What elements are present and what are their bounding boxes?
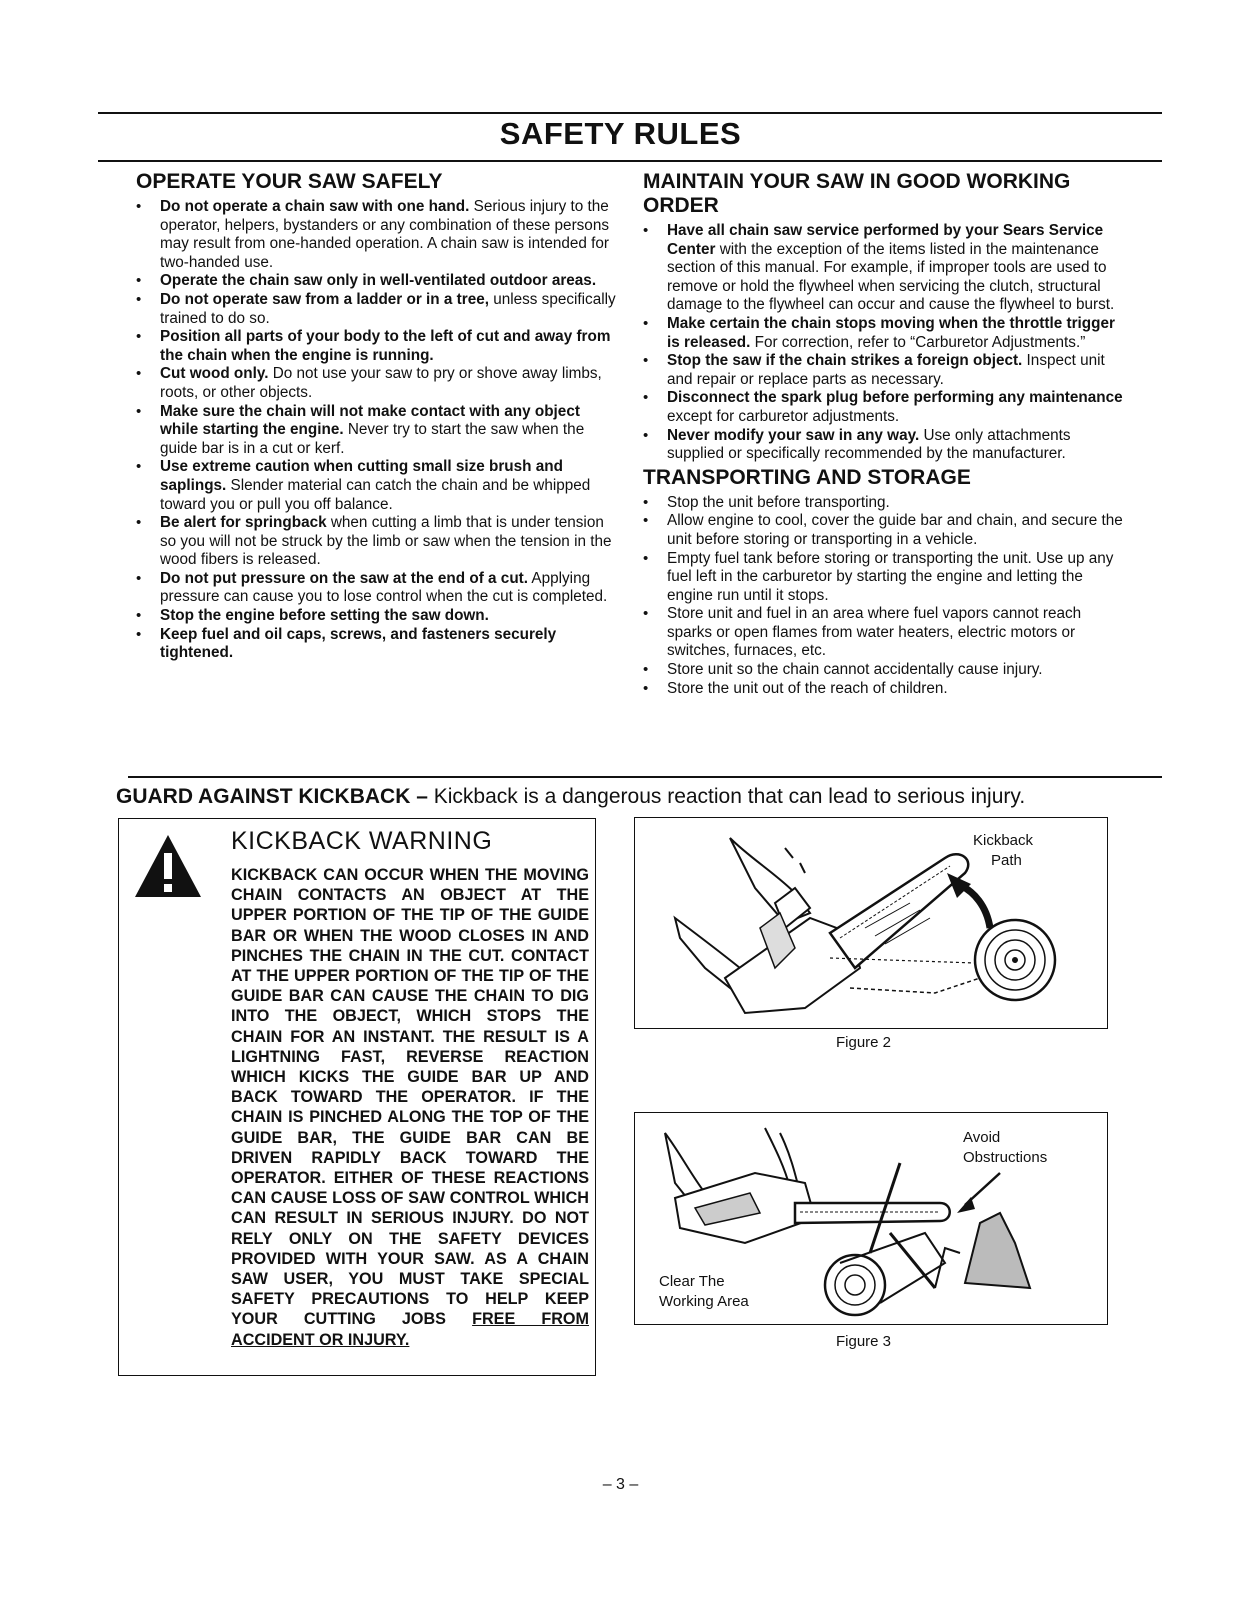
figure-2-kickback-path [634, 817, 1108, 1029]
kickback-guard-line: GUARD AGAINST KICKBACK – Kickback is a dangerous reaction that can lead to serious injury. [116, 785, 1026, 808]
list-item: • Position all parts of your body to the left of cut and away from the chain when the engine is running. [136, 328, 616, 365]
kickback-warning-box [118, 818, 596, 1376]
list-item: • Use extreme caution when cutting small size brush and saplings. Slender material can catch the chain and be whipped toward you or pull you off balance. [136, 458, 616, 514]
list-item: • Never modify your saw in any way. Use only attachments supplied or specifically recommended by the manufacturer. [643, 427, 1123, 464]
list-item: • Do not operate saw from a ladder or in a tree, unless specifically trained to do so. [136, 291, 616, 328]
section-heading-operate: OPERATE YOUR SAW SAFELY [136, 170, 443, 193]
list-item: • Stop the engine before setting the saw down. [136, 607, 616, 626]
list-item: • Make sure the chain will not make contact with any object while starting the engine. Never try to start the saw when the guide bar is in a cut or kerf. [136, 403, 616, 459]
page-title: SAFETY RULES [499, 116, 742, 151]
warning-body: KICKBACK CAN OCCUR WHEN THE MOVING CHAIN CONTACTS AN OBJECT AT THE UPPER PORTION OF THE TIP OF THE GUIDE BAR OR WHEN THE WOOD CLOSES IN AND PINCHES THE CHAIN IN THE CUT. CONTACT AT THE UPPER PORTION OF THE TIP OF THE GUIDE BAR CAN CAUSE THE CHAIN TO DIG INTO THE OBJECT, WHICH STOPS THE CHAIN FOR AN INSTANT. THE RESULT IS A LIGHTNING FAST, REVERSE REACTION WHICH KICKS THE GUIDE BAR UP AND BACK TOWARD THE OPERATOR. IF THE CHAIN IS PINCHED ALONG THE TOP OF THE GUIDE BAR, THE GUIDE BAR CAN BE DRIVEN RAPIDLY BACK TOWARD THE OPERATOR. EITHER OF THESE REACTIONS CAN CAUSE LOSS OF SAW CONTROL WHICH CAN RESULT IN SERIOUS INJURY. DO NOT RELY ONLY ON THE SAFETY DEVICES PROVIDED WITH YOUR SAW. AS A CHAIN SAW USER, YOU MUST TAKE SPECIAL SAFETY PRECAUTIONS TO HELP KEEP YOUR CUTTING JOBS FREE FROM ACCIDENT OR INJURY. [231, 866, 589, 1349]
warning-title: KICKBACK WARNING [231, 827, 493, 855]
operate-rules-list [136, 198, 616, 663]
list-item: • Store unit and fuel in an area where fuel vapors cannot reach sparks or open flames from water heaters, electric motors or switches, furnaces, etc. [643, 605, 1123, 661]
section-heading-transporting: TRANSPORTING AND STORAGE [643, 465, 971, 489]
list-item: • Do not operate a chain saw with one hand. Serious injury to the operator, helpers, bystanders or any combination of these persons may result from one-handed operation. A chain saw is intended for two-handed use. [136, 198, 616, 272]
storage-rules-list [643, 494, 1123, 699]
maintain-rules-list [643, 222, 1123, 464]
list-item: • Empty fuel tank before storing or transporting the unit. Use up any fuel left in the carburetor by starting the engine and letting the engine run until it stops. [643, 550, 1123, 606]
list-item: • Keep fuel and oil caps, screws, and fasteners securely tightened. [136, 626, 616, 663]
figure-3-caption: Figure 3 [836, 1333, 892, 1350]
list-item: • Be alert for springback when cutting a limb that is under tension so you will not be struck by the limb or saw when the tension in the wood fibers is released. [136, 514, 616, 570]
warning-triangle-icon [133, 833, 203, 899]
list-item: • Store unit so the chain cannot accidentally cause injury. [643, 661, 1123, 680]
figure-2-caption: Figure 2 [836, 1034, 892, 1051]
page-number: – 3 – [602, 1476, 639, 1493]
list-item: • Cut wood only. Do not use your saw to pry or shove away limbs, roots, or other objects. [136, 365, 616, 402]
section-rule [128, 776, 1162, 778]
left-column [136, 170, 616, 663]
list-item: • Make certain the chain stops moving when the throttle trigger is released. For correction, refer to “Carburetor Adjustments.” [643, 315, 1123, 352]
list-item: • Operate the chain saw only in well-ventilated outdoor areas. [136, 272, 616, 291]
list-item: • Stop the saw if the chain strikes a foreign object. Inspect unit and repair or replace parts as necessary. [643, 352, 1123, 389]
title-rule [98, 160, 1162, 162]
avoid-label: Avoid [963, 1129, 1001, 1146]
list-item: • Do not put pressure on the saw at the end of a cut. Applying pressure can cause you to lose control when the cut is completed. [136, 570, 616, 607]
section-heading-maintain: MAINTAIN YOUR SAW IN GOOD WORKING ORDER [643, 170, 1071, 217]
obstructions-label: Obstructions [963, 1149, 1048, 1166]
list-item: • Stop the unit before transporting. [643, 494, 1123, 513]
list-item: • Have all chain saw service performed by your Sears Service Center with the exception of the items listed in the maintenance section of this manual. For example, if improper tools are used to remove or hold the flywheel when servicing the clutch, structural damage to the flywheel can occur and cause the flywheel to burst. [643, 222, 1123, 315]
list-item: • Store the unit out of the reach of children. [643, 680, 1123, 699]
log-illustration [635, 818, 1108, 1029]
list-item: • Allow engine to cool, cover the guide bar and chain, and secure the unit before storing or transporting in a vehicle. [643, 512, 1123, 549]
list-item: • Disconnect the spark plug before performing any maintenance except for carburetor adjustments. [643, 389, 1123, 426]
right-column [643, 170, 1123, 698]
figure-3-clear-work-area [634, 1112, 1108, 1325]
path-label: Path [991, 852, 1022, 869]
clear-the-label: Clear The [659, 1273, 725, 1290]
kickback-label: Kickback [973, 832, 1034, 849]
top-rule [98, 112, 1162, 114]
working-area-label: Working Area [659, 1293, 749, 1310]
